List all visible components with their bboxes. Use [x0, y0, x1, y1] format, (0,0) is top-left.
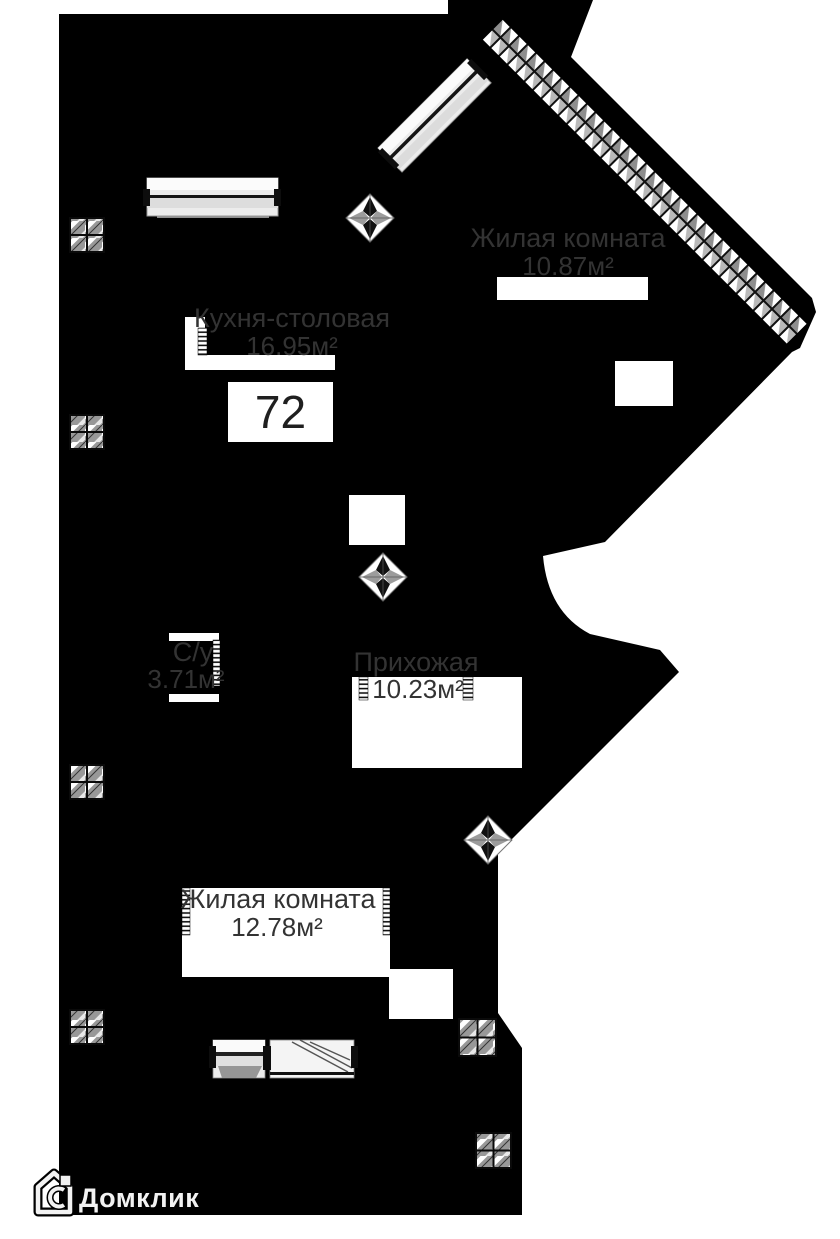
room-name: Жилая комната — [470, 223, 666, 253]
vent-hatch-icon — [70, 218, 104, 252]
room-area-bathroom — [147, 666, 224, 693]
room-label-kitchen — [194, 304, 390, 332]
vent-hatch-icon — [459, 1019, 496, 1056]
bottom-windows — [209, 1040, 358, 1078]
room-label-living-top — [470, 224, 665, 252]
room-area-living-top — [522, 253, 614, 280]
domclick-logo — [79, 1183, 199, 1214]
vent-hatch-icon — [70, 1010, 104, 1044]
room-area: 10.87м² — [522, 251, 614, 281]
room-area-kitchen — [246, 333, 338, 360]
room-label-living-bottom — [180, 885, 375, 913]
room-label-hallway — [353, 648, 478, 676]
room-area-hallway — [372, 676, 464, 703]
kitchen-window — [143, 178, 281, 218]
domclick-logo-text: Домклик — [79, 1183, 200, 1213]
room-area: 16.95м² — [246, 331, 338, 361]
room-area: 10.23м² — [372, 674, 464, 704]
room-label-bathroom — [173, 638, 214, 666]
room-name: Прихожая — [353, 647, 479, 677]
room-name: С/у — [172, 637, 214, 667]
room-area-living-bottom — [231, 914, 323, 941]
unit-number: 72 — [254, 386, 307, 438]
vent-hatch-icon — [70, 765, 104, 799]
room-area: 12.78м² — [231, 912, 323, 942]
vent-hatch-icon — [70, 415, 104, 449]
vent-hatch-icon — [476, 1133, 511, 1168]
room-name: Кухня-столовая — [194, 303, 390, 333]
room-area: 3.71м² — [147, 664, 225, 694]
room-name: Жилая комната — [180, 884, 376, 914]
